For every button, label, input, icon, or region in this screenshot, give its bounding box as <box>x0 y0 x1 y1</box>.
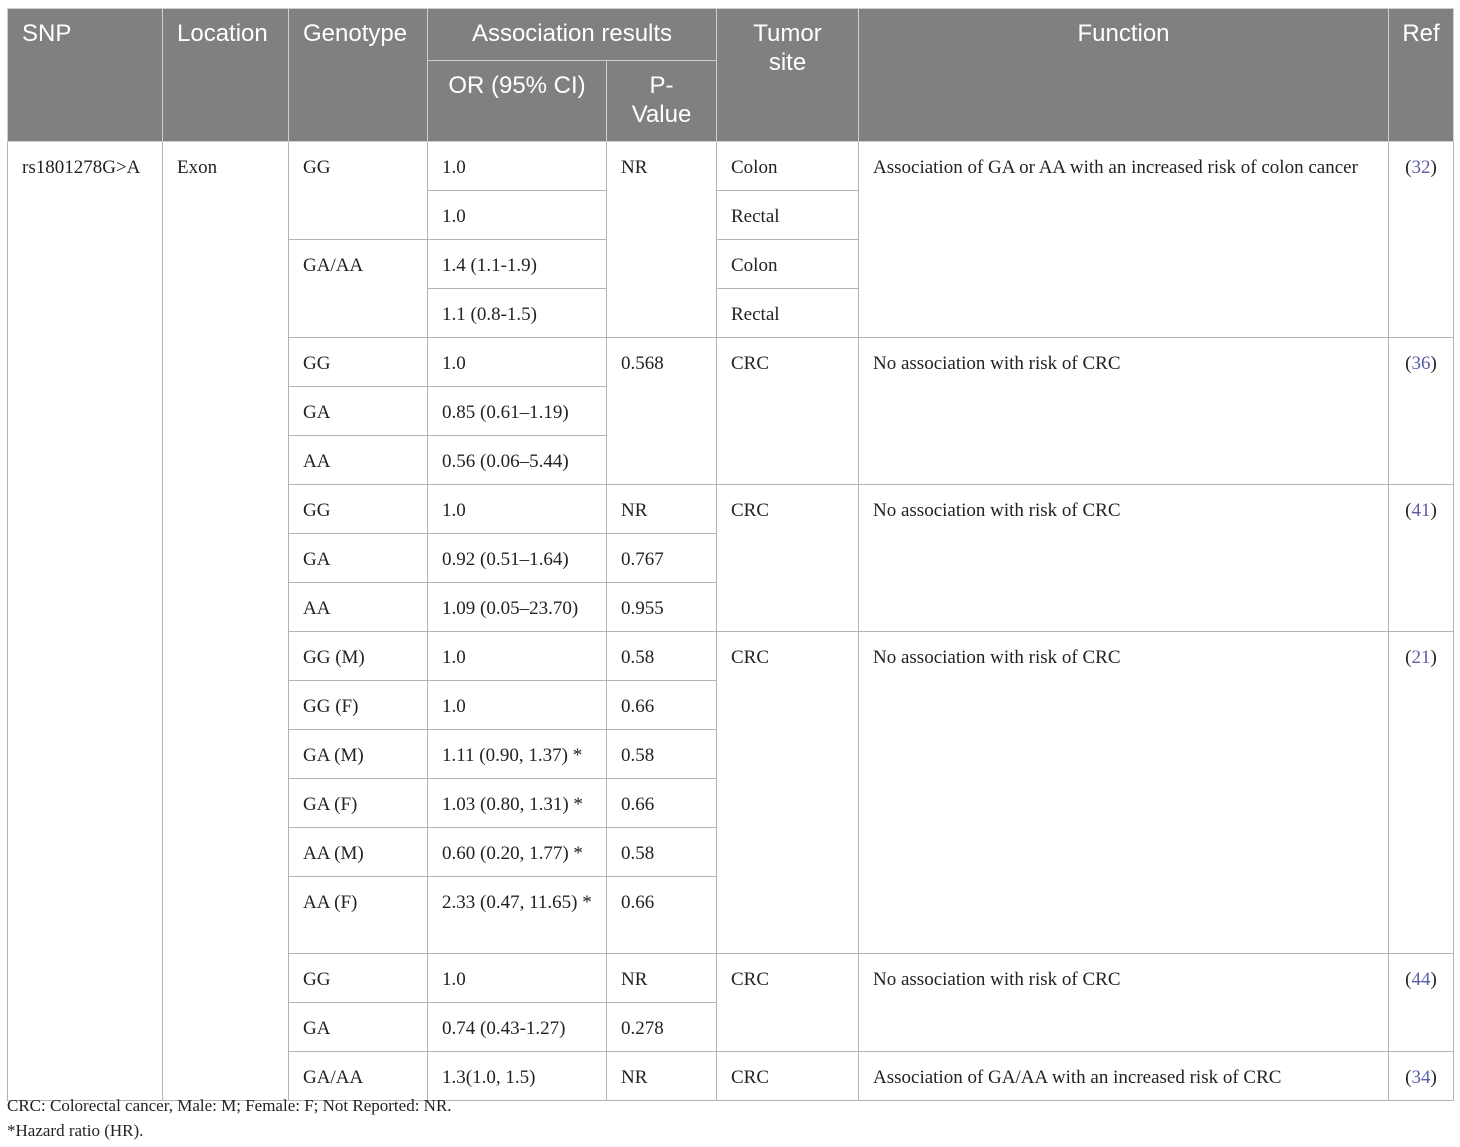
genotype-cell: GA/AA <box>289 240 428 338</box>
or-cell: 2.33 (0.47, 11.65) * <box>428 877 607 954</box>
or-cell: 1.11 (0.90, 1.37) * <box>428 730 607 779</box>
header-function: Function <box>859 9 1389 142</box>
pvalue-cell: 0.58 <box>607 632 717 681</box>
genotype-cell: GG (F) <box>289 681 428 730</box>
genotype-cell: GA (F) <box>289 779 428 828</box>
or-cell: 0.92 (0.51–1.64) <box>428 534 607 583</box>
pvalue-cell: 0.58 <box>607 730 717 779</box>
tumor-site-cell: CRC <box>717 1052 859 1101</box>
header-association-results: Association results <box>428 9 717 61</box>
or-cell: 1.0 <box>428 954 607 1003</box>
header-or: OR (95% CI) <box>428 61 607 142</box>
ref-link[interactable]: 36 <box>1411 353 1431 374</box>
snp-cell: rs1801278G>A <box>8 142 163 1101</box>
ref-link[interactable]: 21 <box>1411 647 1431 668</box>
pvalue-cell: 0.66 <box>607 681 717 730</box>
or-cell: 1.1 (0.8-1.5) <box>428 289 607 338</box>
header-row-1 <box>8 9 1454 61</box>
function-cell: Association of GA or AA with an increased risk of colon cancer <box>859 142 1389 338</box>
ref-cell: (44) <box>1389 954 1454 1052</box>
or-cell: 1.03 (0.80, 1.31) * <box>428 779 607 828</box>
tumor-site-cell: Colon <box>717 240 859 289</box>
tumor-site-cell: CRC <box>717 954 859 1052</box>
or-cell: 1.4 (1.1-1.9) <box>428 240 607 289</box>
or-cell: 0.74 (0.43-1.27) <box>428 1003 607 1052</box>
or-cell: 0.85 (0.61–1.19) <box>428 387 607 436</box>
pvalue-cell: 0.955 <box>607 583 717 632</box>
function-cell: Association of GA/AA with an increased risk of CRC <box>859 1052 1389 1101</box>
genotype-cell: GA <box>289 387 428 436</box>
ref-link[interactable]: 32 <box>1411 157 1431 178</box>
header-genotype: Genotype <box>289 9 428 142</box>
header-snp: SNP <box>8 9 163 142</box>
ref-link[interactable]: 34 <box>1411 1067 1431 1088</box>
table-row <box>8 142 1454 191</box>
ref-link[interactable]: 44 <box>1411 969 1431 990</box>
or-cell: 1.0 <box>428 191 607 240</box>
function-cell: No association with risk of CRC <box>859 632 1389 954</box>
genotype-cell: GA <box>289 534 428 583</box>
genotype-cell: AA <box>289 436 428 485</box>
pvalue-cell: 0.66 <box>607 877 717 954</box>
or-cell: 0.60 (0.20, 1.77) * <box>428 828 607 877</box>
header-ref: Ref <box>1389 9 1454 142</box>
pvalue-cell: NR <box>607 954 717 1003</box>
or-cell: 1.0 <box>428 681 607 730</box>
function-cell: No association with risk of CRC <box>859 954 1389 1052</box>
table-container <box>7 8 1453 1101</box>
footnote-hazard-ratio: *Hazard ratio (HR). <box>7 1121 144 1140</box>
or-cell: 0.56 (0.06–5.44) <box>428 436 607 485</box>
pvalue-cell: NR <box>607 485 717 534</box>
snp-association-table <box>7 8 1454 1101</box>
function-cell: No association with risk of CRC <box>859 338 1389 485</box>
or-cell: 1.0 <box>428 338 607 387</box>
or-cell: 1.09 (0.05–23.70) <box>428 583 607 632</box>
or-cell: 1.3(1.0, 1.5) <box>428 1052 607 1101</box>
genotype-cell: AA <box>289 583 428 632</box>
genotype-cell: GG <box>289 338 428 387</box>
genotype-cell: AA (M) <box>289 828 428 877</box>
genotype-cell: GG <box>289 954 428 1003</box>
genotype-cell: GG <box>289 485 428 534</box>
function-cell: No association with risk of CRC <box>859 485 1389 632</box>
pvalue-cell: 0.568 <box>607 338 717 485</box>
pvalue-cell: 0.66 <box>607 779 717 828</box>
genotype-cell: GG <box>289 142 428 240</box>
genotype-cell: GA/AA <box>289 1052 428 1101</box>
pvalue-cell: 0.58 <box>607 828 717 877</box>
pvalue-cell: NR <box>607 142 717 338</box>
genotype-cell: GA (M) <box>289 730 428 779</box>
header-location: Location <box>163 9 289 142</box>
or-cell: 1.0 <box>428 632 607 681</box>
pvalue-cell: 0.767 <box>607 534 717 583</box>
pvalue-cell: NR <box>607 1052 717 1101</box>
tumor-site-cell: CRC <box>717 338 859 485</box>
ref-cell: (41) <box>1389 485 1454 632</box>
genotype-cell: GG (M) <box>289 632 428 681</box>
genotype-cell: AA (F) <box>289 877 428 954</box>
ref-cell: (32) <box>1389 142 1454 338</box>
tumor-site-cell: Rectal <box>717 191 859 240</box>
ref-link[interactable]: 41 <box>1411 500 1431 521</box>
ref-cell: (21) <box>1389 632 1454 954</box>
or-cell: 1.0 <box>428 142 607 191</box>
table-footnotes <box>7 1093 1453 1143</box>
tumor-site-cell: Rectal <box>717 289 859 338</box>
header-pvalue: P- Value <box>607 61 717 142</box>
ref-cell: (34) <box>1389 1052 1454 1101</box>
tumor-site-cell: CRC <box>717 485 859 632</box>
or-cell: 1.0 <box>428 485 607 534</box>
pvalue-cell: 0.278 <box>607 1003 717 1052</box>
location-cell: Exon <box>163 142 289 1101</box>
tumor-site-cell: Colon <box>717 142 859 191</box>
footnote-abbreviations: CRC: Colorectal cancer, Male: M; Female: F; Not Reported: NR. <box>7 1096 452 1115</box>
genotype-cell: GA <box>289 1003 428 1052</box>
ref-cell: (36) <box>1389 338 1454 485</box>
tumor-site-cell: CRC <box>717 632 859 954</box>
header-tumor-site: Tumor site <box>717 9 859 142</box>
